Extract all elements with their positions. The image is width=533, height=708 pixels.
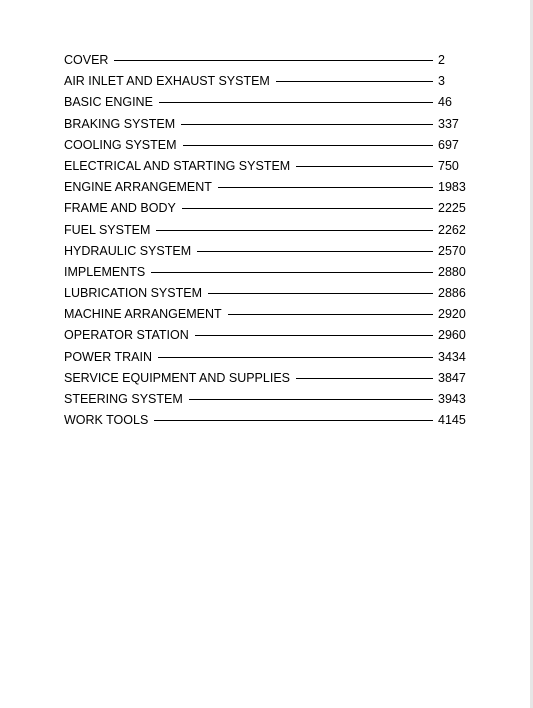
toc-entry-page-number[interactable]: 2 — [438, 53, 445, 67]
toc-leader-line — [159, 102, 433, 103]
toc-entry-title[interactable]: ENGINE ARRANGEMENT — [64, 180, 212, 195]
toc-entry[interactable] — [64, 389, 468, 410]
toc-leader-line — [296, 378, 433, 379]
toc-entry-title[interactable]: BRAKING SYSTEM — [64, 116, 176, 131]
toc-entry[interactable] — [64, 368, 468, 389]
toc-entry[interactable] — [64, 347, 468, 368]
toc-entry-page-number[interactable]: 2960 — [438, 328, 466, 343]
toc-entry-title[interactable]: OPERATOR STATION — [64, 328, 189, 343]
toc-entry-title[interactable]: MACHINE ARRANGEMENT — [64, 307, 222, 322]
toc-entry[interactable] — [64, 241, 468, 262]
toc-entry-title[interactable]: IMPLEMENTS — [64, 264, 146, 279]
toc-entry[interactable] — [64, 410, 468, 431]
toc-entry[interactable] — [64, 177, 468, 198]
toc-entry-page-number[interactable]: 2225 — [438, 201, 466, 216]
toc-entry[interactable] — [64, 92, 468, 113]
toc-leader-line — [296, 166, 433, 167]
toc-leader-line — [181, 124, 433, 125]
toc-leader-line — [154, 420, 433, 421]
toc-entry-page-number[interactable]: 750 — [438, 158, 459, 173]
toc-entry[interactable] — [64, 220, 468, 241]
toc-entry-title[interactable]: FRAME AND BODY — [64, 201, 176, 216]
toc-leader-line — [218, 187, 433, 188]
toc-entry-page-number[interactable]: 2886 — [438, 286, 466, 301]
toc-leader-line — [114, 60, 433, 61]
toc-leader-line — [183, 145, 433, 146]
toc-entry-page-number[interactable]: 3847 — [438, 370, 466, 385]
toc-entry-title[interactable]: FUEL SYSTEM — [64, 222, 151, 237]
toc-entry-page-number[interactable]: 3943 — [438, 392, 466, 406]
toc-entry-title[interactable]: LUBRICATION SYSTEM — [64, 286, 202, 301]
toc-entry[interactable] — [64, 262, 468, 283]
toc-leader-line — [189, 399, 433, 400]
toc-entry[interactable] — [64, 114, 468, 135]
toc-leader-line — [208, 293, 433, 294]
toc-entry[interactable] — [64, 50, 468, 71]
toc-entry-title[interactable]: BASIC ENGINE — [64, 95, 153, 110]
toc-entry-page-number[interactable]: 697 — [438, 137, 459, 152]
toc-leader-line — [182, 208, 433, 209]
toc-entry-title[interactable]: AIR INLET AND EXHAUST SYSTEM — [64, 74, 270, 89]
toc-entry-page-number[interactable]: 3 — [438, 74, 445, 89]
toc-leader-line — [156, 230, 433, 231]
toc-entry-page-number[interactable]: 2262 — [438, 222, 466, 237]
toc-entry[interactable] — [64, 135, 468, 156]
toc-leader-line — [195, 335, 433, 336]
toc-leader-line — [197, 251, 433, 252]
toc-leader-line — [228, 314, 433, 315]
toc-entry-page-number[interactable]: 2570 — [438, 243, 466, 258]
toc-entry-title[interactable]: STEERING SYSTEM — [64, 392, 183, 406]
toc-entry-title[interactable]: COOLING SYSTEM — [64, 137, 177, 152]
toc-entry-page-number[interactable]: 4145 — [438, 413, 466, 428]
toc-entry-title[interactable]: ELECTRICAL AND STARTING SYSTEM — [64, 158, 291, 173]
toc-leader-line — [151, 272, 433, 273]
toc-entry-page-number[interactable]: 46 — [438, 95, 452, 110]
toc-entry-title[interactable]: WORK TOOLS — [64, 413, 149, 428]
toc-entry-page-number[interactable]: 3434 — [438, 349, 466, 364]
toc-entry-page-number[interactable]: 2880 — [438, 264, 466, 279]
toc-entry[interactable] — [64, 198, 468, 219]
toc-leader-line — [158, 357, 433, 358]
toc-entry[interactable] — [64, 304, 468, 325]
toc-entry[interactable] — [64, 156, 468, 177]
toc-entry[interactable] — [64, 71, 468, 92]
toc-entry-page-number[interactable]: 2920 — [438, 307, 466, 322]
toc-entry[interactable] — [64, 283, 468, 304]
toc-entry[interactable] — [64, 325, 468, 346]
toc-leader-line — [276, 81, 433, 82]
toc-entry-page-number[interactable]: 1983 — [438, 180, 466, 195]
toc-entry-page-number[interactable]: 337 — [438, 116, 459, 131]
toc-entry-title[interactable]: POWER TRAIN — [64, 349, 152, 364]
toc-entry-title[interactable]: HYDRAULIC SYSTEM — [64, 243, 192, 258]
toc-entry-title[interactable]: SERVICE EQUIPMENT AND SUPPLIES — [64, 370, 290, 385]
table-of-contents — [64, 50, 468, 431]
toc-entry-title[interactable]: COVER — [64, 53, 109, 67]
